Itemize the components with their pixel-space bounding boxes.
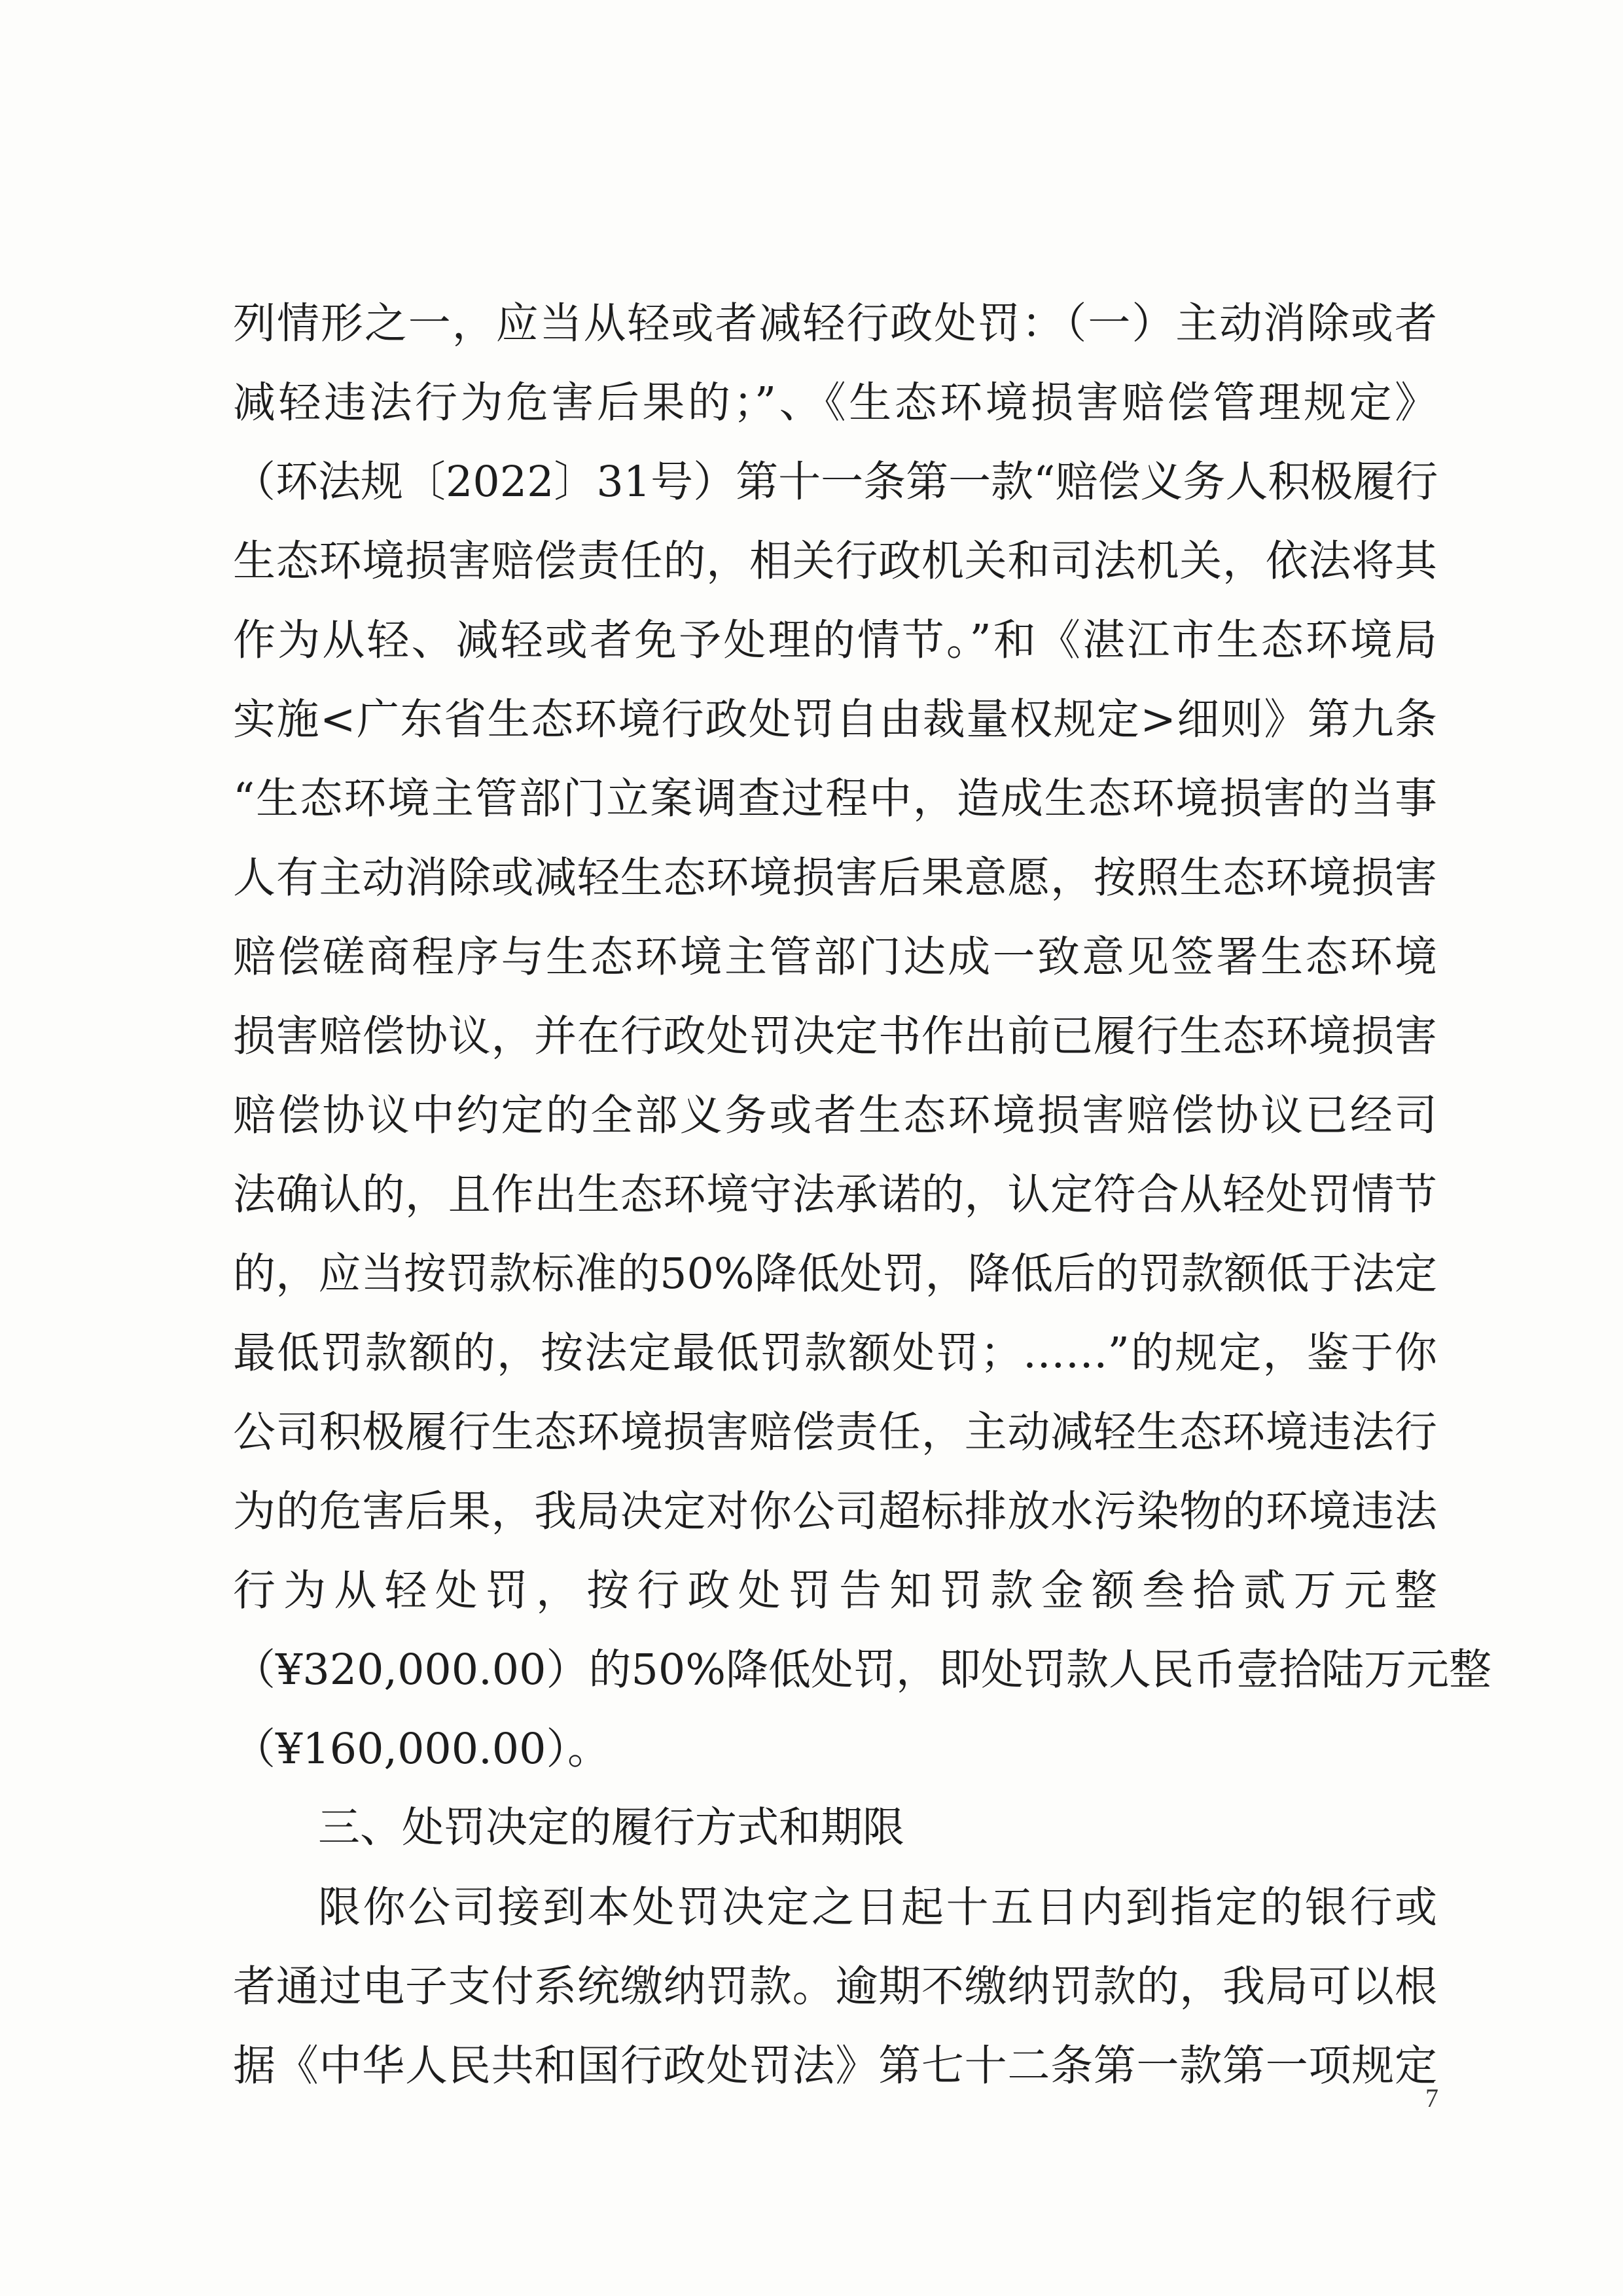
paragraph-line: 人有主动消除或减轻生态环境损害后果意愿，按照生态环境损害 [233,853,1437,903]
section-heading: 三、处罚决定的履行方式和期限 [318,1804,904,1852]
paragraph-line: 作为从轻、减轻或者免予处理的情节。”和《湛江市生态环境局 [233,616,1437,665]
paragraph-line: 最低罚款额的，按法定最低罚款额处罚；……”的规定，鉴于你 [233,1329,1437,1378]
body-text [233,284,1491,2106]
paragraph-line: 列情形之一，应当从轻或者减轻行政处罚：（一）主动消除或者 [233,299,1437,348]
paragraph-line: 的，应当按罚款标准的50%降低处罚，降低后的罚款额低于法定 [233,1249,1437,1299]
paragraph-line: 为的危害后果，我局决定对你公司超标排放水污染物的环境违法 [233,1487,1437,1536]
paragraph-line: 实施<广东省生态环境行政处罚自由裁量权规定>细则》第九条 [233,695,1437,744]
paragraph-line: 公司积极履行生态环境损害赔偿责任，主动减轻生态环境违法行 [233,1408,1437,1457]
paragraph-line: 赔偿协议中约定的全部义务或者生态环境损害赔偿协议已经司 [233,1091,1437,1140]
paragraph-line: 限你公司接到本处罚决定之日起十五日内到指定的银行或 [318,1883,1437,1932]
paragraph-line: 生态环境损害赔偿责任的，相关行政机关和司法机关，依法将其 [233,537,1437,586]
paragraph-line: （¥160,000.00）。 [233,1725,611,1774]
paragraph-line: 赔偿磋商程序与生态环境主管部门达成一致意见签署生态环境 [233,933,1437,982]
paragraph-line: 据《中华人民共和国行政处罚法》第七十二条第一款第一项规定 [233,2041,1437,2090]
paragraph-line: 损害赔偿协议，并在行政处罚决定书作出前已履行生态环境损害 [233,1012,1437,1061]
paragraph-line: 行为从轻处罚，按行政处罚告知罚款金额叁拾贰万元整 [233,1566,1437,1615]
page-number: 7 [1425,2083,1438,2113]
paragraph-line: （¥320,000.00）的50%降低处罚，即处罚款人民币壹拾陆万元整 [233,1645,1491,1695]
paragraph-line: 减轻违法行为危害后果的；”、《生态环境损害赔偿管理规定》 [233,378,1437,427]
paragraph-line: 者通过电子支付系统缴纳罚款。逾期不缴纳罚款的，我局可以根 [233,1962,1437,2011]
paragraph-line: （环法规〔2022〕31号）第十一条第一款“赔偿义务人积极履行 [233,457,1438,507]
paragraph-line: “生态环境主管部门立案调查过程中，造成生态环境损害的当事 [233,774,1437,823]
paragraph-line: 法确认的，且作出生态环境守法承诺的，认定符合从轻处罚情节 [233,1170,1437,1219]
